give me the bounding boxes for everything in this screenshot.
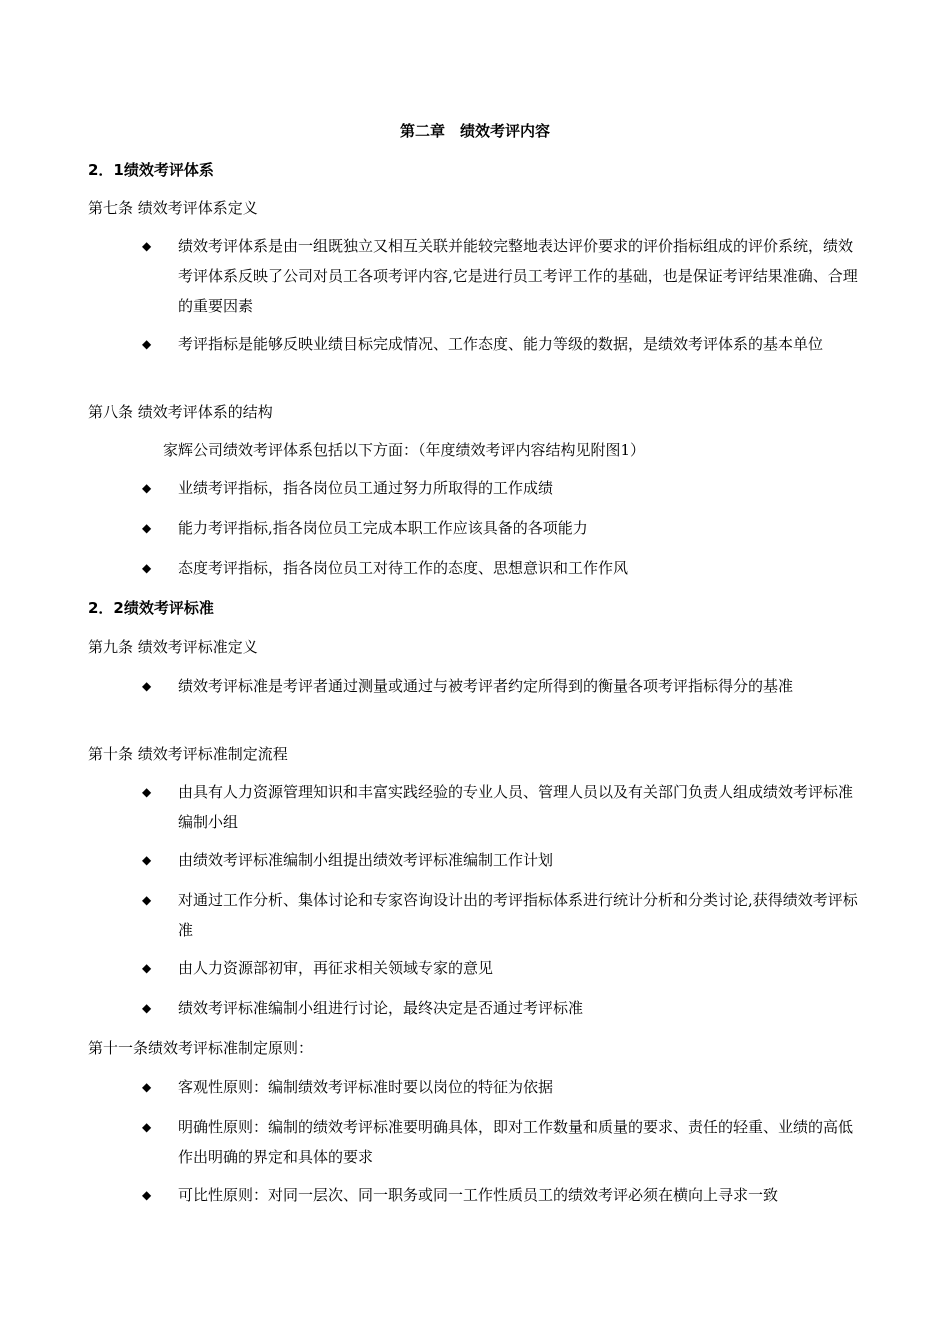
bullet-diamond-icon: ◆ (142, 561, 152, 575)
article-8-title: 第八条 绩效考评体系的结构 (88, 403, 273, 421)
bullet-diamond-icon: ◆ (142, 893, 152, 907)
article-11-title: 第十一条绩效考评标准制定原则： (88, 1039, 314, 1057)
bullet-diamond-icon: ◆ (142, 961, 152, 975)
bullet-diamond-icon: ◆ (142, 1120, 152, 1134)
bullet-diamond-icon: ◆ (142, 521, 152, 535)
bullet-diamond-icon: ◆ (142, 1080, 152, 1094)
list-item-text: 绩效考评标准编制小组进行讨论，最终决定是否通过考评标准 (178, 999, 584, 1017)
article-10-title: 第十条 绩效考评标准制定流程 (88, 745, 288, 763)
list-item-text: 态度考评指标，指各岗位员工对待工作的态度、思想意识和工作作风 (178, 559, 629, 577)
list-item-text: 绩效考评体系是由一组既独立又相互关联并能较完整地表达评价要求的评价指标组成的评价系统，绩效考评体系反映了公司对员工各项考评内容,它是进行员工考评工作的基础，也是保证考评结果准确、合理的重要因素 (178, 237, 858, 315)
article-7-title: 第七条 绩效考评体系定义 (88, 199, 258, 217)
chapter-title: 第二章 绩效考评内容 (399, 122, 550, 140)
list-item-text: 明确性原则：编制的绩效考评标准要明确具体，即对工作数量和质量的要求、责任的轻重、业绩的高低作出明确的界定和具体的要求 (178, 1118, 854, 1166)
bullet-diamond-icon: ◆ (142, 679, 152, 693)
article-8-intro: 家辉公司绩效考评体系包括以下方面：（年度绩效考评内容结构见附图1） (163, 441, 646, 459)
list-item-text: 绩效考评标准是考评者通过测量或通过与被考评者约定所得到的衡量各项考评指标得分的基准 (178, 677, 794, 695)
list-item-text: 由绩效考评标准编制小组提出绩效考评标准编制工作计划 (178, 851, 554, 869)
list-item-text: 由具有人力资源管理知识和丰富实践经验的专业人员、管理人员以及有关部门负责人组成绩效考评标准编制小组 (178, 783, 854, 831)
bullet-diamond-icon: ◆ (142, 337, 152, 351)
list-item-text: 业绩考评指标，指各岗位员工通过努力所取得的工作成绩 (178, 479, 554, 497)
bullet-diamond-icon: ◆ (142, 481, 152, 495)
list-item-text: 考评指标是能够反映业绩目标完成情况、工作态度、能力等级的数据，是绩效考评体系的基本单位 (178, 335, 824, 353)
section-title-2-1: 2．1绩效考评体系 (88, 161, 214, 179)
list-item-text: 对通过工作分析、集体讨论和专家咨询设计出的考评指标体系进行统计分析和分类讨论,获得绩效考评标准 (178, 891, 858, 939)
bullet-diamond-icon: ◆ (142, 239, 152, 253)
list-item-text: 客观性原则：编制绩效考评标准时要以岗位的特征为依据 (178, 1078, 554, 1096)
list-item-text: 可比性原则：对同一层次、同一职务或同一工作性质员工的绩效考评必须在横向上寻求一致 (178, 1186, 779, 1204)
section-title-2-2: 2．2绩效考评标准 (88, 599, 214, 617)
bullet-diamond-icon: ◆ (142, 1188, 152, 1202)
list-item-text: 由人力资源部初审，再征求相关领域专家的意见 (178, 959, 494, 977)
article-9-title: 第九条 绩效考评标准定义 (88, 638, 258, 656)
bullet-diamond-icon: ◆ (142, 853, 152, 867)
list-item-text: 能力考评指标,指各岗位员工完成本职工作应该具备的各项能力 (178, 519, 588, 537)
bullet-diamond-icon: ◆ (142, 785, 152, 799)
bullet-diamond-icon: ◆ (142, 1001, 152, 1015)
